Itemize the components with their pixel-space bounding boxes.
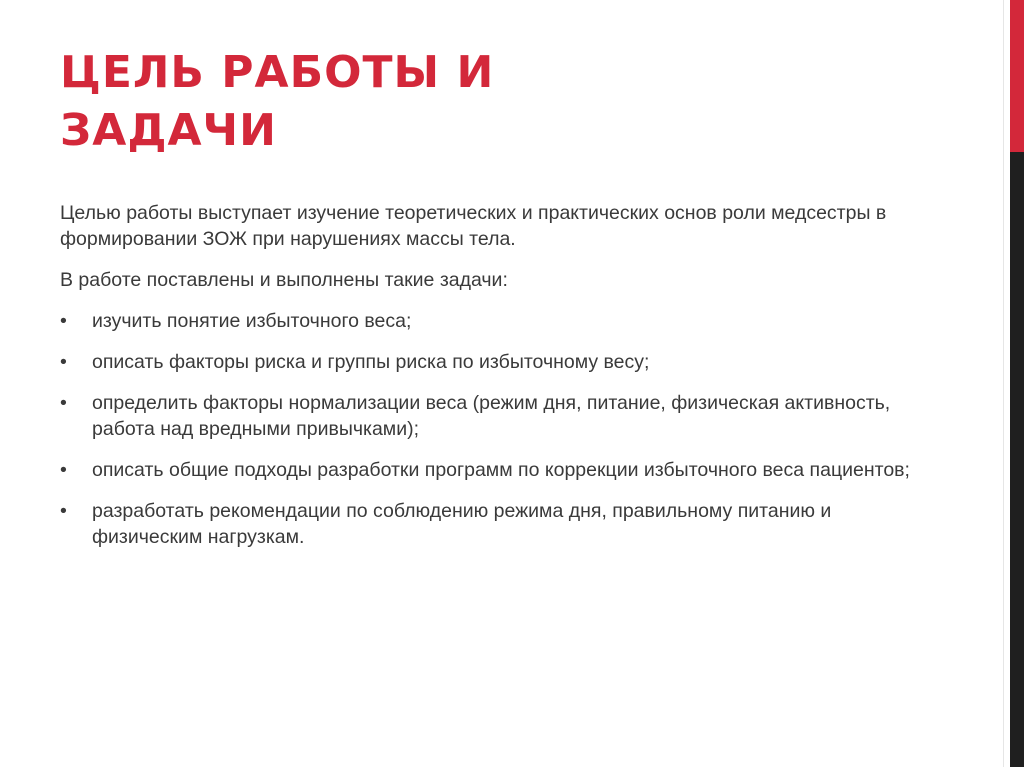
- list-item: [60, 308, 920, 334]
- bullet-icon: •: [60, 500, 67, 522]
- task-text: описать факторы риска и группы риска по избыточному весу;: [92, 351, 650, 373]
- task-list: [60, 308, 920, 550]
- slide-body: [60, 200, 920, 565]
- tasks-intro: В работе поставлены и выполнены такие задачи:: [60, 269, 508, 291]
- goal-paragraph: Целью работы выступает изучение теоретических и практических основ роли медсестры в формировании ЗОЖ при нарушениях массы тела.: [60, 202, 887, 250]
- side-accent-bar-red: [1010, 0, 1024, 152]
- bullet-icon: •: [60, 351, 67, 373]
- list-item: [60, 390, 920, 442]
- bullet-icon: •: [60, 459, 67, 481]
- list-item: [60, 457, 920, 483]
- side-accent-bar-dark: [1010, 152, 1024, 767]
- task-text: определить факторы нормализации веса (режим дня, питание, физическая активность, работа над вредными привычками);: [92, 392, 891, 440]
- bullet-icon: •: [60, 392, 67, 414]
- list-item: [60, 498, 920, 550]
- bullet-icon: •: [60, 310, 67, 332]
- title-line-2: ЗАДАЧИ: [60, 105, 277, 156]
- list-item: [60, 349, 920, 375]
- task-text: описать общие подходы разработки программ по коррекции избыточного веса пациентов;: [92, 459, 910, 481]
- title-line-1: ЦЕЛЬ РАБОТЫ И: [60, 47, 495, 98]
- task-text: изучить понятие избыточного веса;: [92, 310, 412, 332]
- task-text: разработать рекомендации по соблюдению режима дня, правильному питанию и физическим нагрузкам.: [92, 500, 832, 548]
- slide-title: [60, 44, 680, 160]
